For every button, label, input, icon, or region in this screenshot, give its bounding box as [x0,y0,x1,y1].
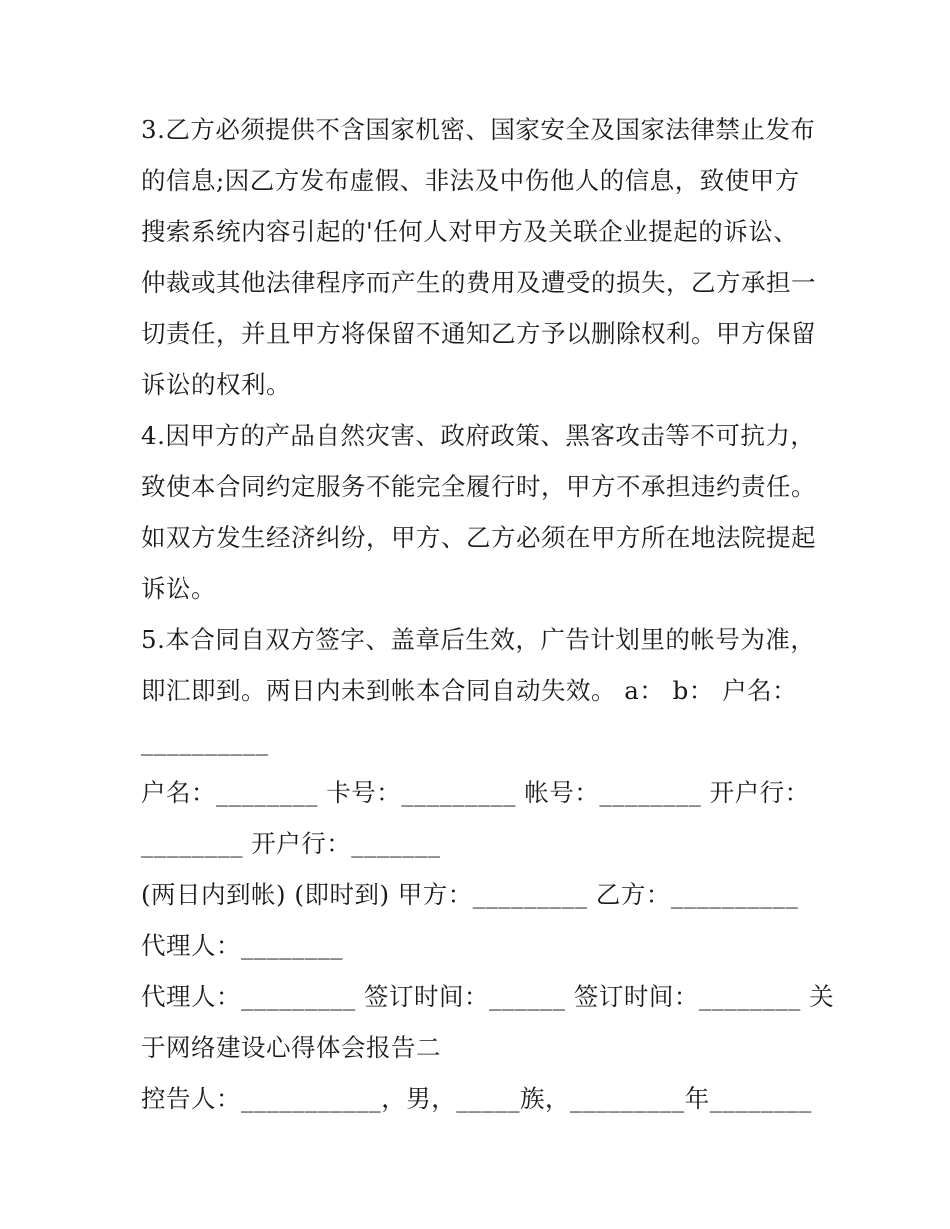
text-line: 代理人：_________ 签订时间：______ 签订时间：________ 关 [141,982,835,1011]
text-line: 致使本合同约定服务不能完全履行时，甲方不承担违约责任。 [141,472,816,501]
blank-field-line: __________ [141,727,269,756]
text-line: 即汇即到。两日内未到帐本合同自动失效。 a： b： 户名： [141,676,798,705]
text-line: 户名：________ 卡号：_________ 帐号：________ 开户行： [141,778,810,807]
text-line: 仲裁或其他法律程序而产生的费用及遭受的损失，乙方承担一 [141,268,816,297]
text-line: 诉讼。 [141,574,216,603]
text-line: 5.本合同自双方签字、盖章后生效，广告计划里的帐号为准， [141,625,816,654]
document-body [141,104,835,1124]
text-line: ________ 开户行：_______ [141,829,441,858]
text-line: 于网络建设心得体会报告二 [141,1033,441,1062]
text-line: 代理人：________ [141,931,343,960]
text-line: 控告人：___________，男，_____族，_________年________ [141,1084,812,1113]
text-line: 切责任，并且甲方将保留不通知乙方予以删除权利。甲方保留 [141,319,816,348]
text-line: 4.因甲方的产品自然灾害、政府政策、黑客攻击等不可抗力， [141,421,816,450]
text-line: 如双方发生经济纠纷，甲方、乙方必须在甲方所在地法院提起 [141,523,816,552]
text-line: 3.乙方必须提供不含国家机密、国家安全及国家法律禁止发布 [141,115,816,144]
text-line: 的信息;因乙方发布虚假、非法及中伤他人的信息，致使甲方 [141,166,800,195]
text-line: (两日内到帐) (即时到) 甲方：_________ 乙方：__________ [141,880,799,909]
text-line: 搜索系统内容引起的'任何人对甲方及关联企业提起的诉讼、 [141,217,799,246]
text-line: 诉讼的权利。 [141,370,291,399]
